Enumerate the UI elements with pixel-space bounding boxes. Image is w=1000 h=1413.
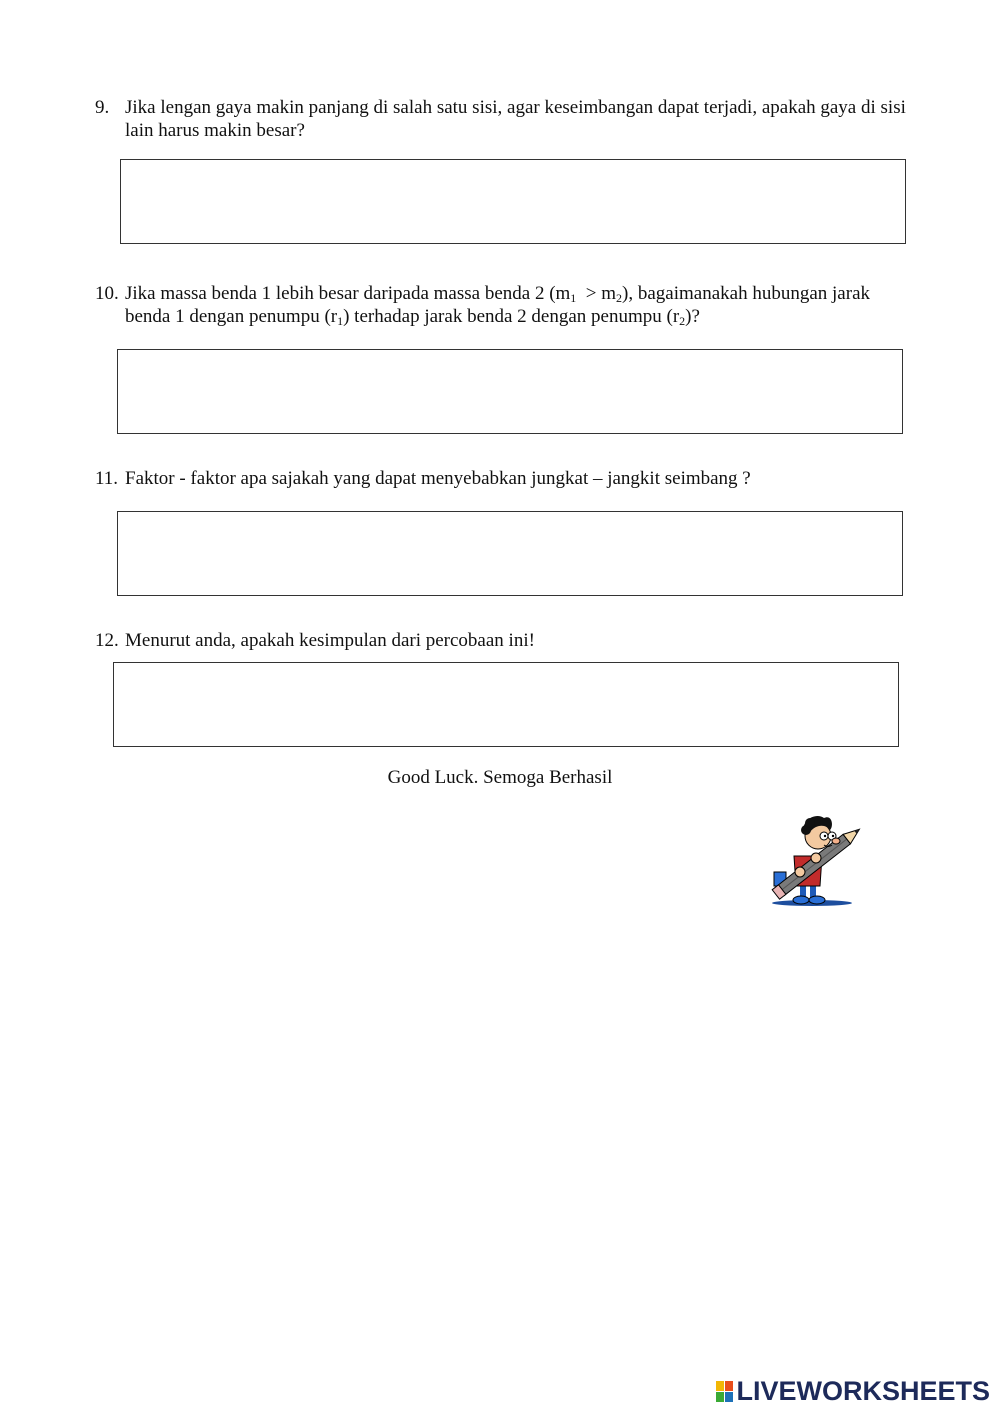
answer-box-11[interactable] [117, 511, 903, 596]
question-11 [95, 467, 925, 491]
question-number: 12. [95, 630, 119, 651]
liveworksheets-logo [716, 1376, 990, 1407]
question-number: 10. [95, 283, 119, 304]
answer-box-12[interactable] [113, 662, 899, 747]
logo-tile [716, 1392, 724, 1402]
closing-message: Good Luck. Semoga Berhasil [387, 767, 613, 788]
pencil-kid-illustration [760, 810, 880, 910]
brand-name: LIVEWORKSHEETS [736, 1376, 990, 1406]
question-text: Jika lengan gaya makin panjang di salah satu sisi, agar keseimbangan dapat terjadi, apakah gaya di sisi lain harus makin besar? [125, 97, 906, 141]
question-number: 11. [95, 468, 119, 489]
logo-tile [716, 1381, 724, 1391]
answer-box-9[interactable] [120, 159, 906, 244]
question-text: Jika massa benda 1 lebih besar daripada massa benda 2 $(m_1 > m_2)$, bagaimanakah hubungan jarak benda 1 dengan penumpu $(r_1)$ terhadap jarak benda 2 dengan penumpu $(r_2)$? [125, 283, 871, 328]
question-12 [95, 629, 925, 653]
question-text: Faktor - faktor apa sajakah yang dapat menyebabkan jungkat – jangkit seimbang ? [125, 468, 751, 489]
logo-tile [725, 1381, 733, 1391]
logo-tile [725, 1392, 733, 1402]
liveworksheets-logo-icon [716, 1381, 733, 1402]
question-number: 9. [95, 97, 110, 118]
question-text: Menurut anda, apakah kesimpulan dari percobaan ini! [125, 630, 535, 651]
question-10 [95, 282, 925, 330]
question-9 [95, 96, 925, 144]
answer-box-10[interactable] [117, 349, 903, 434]
